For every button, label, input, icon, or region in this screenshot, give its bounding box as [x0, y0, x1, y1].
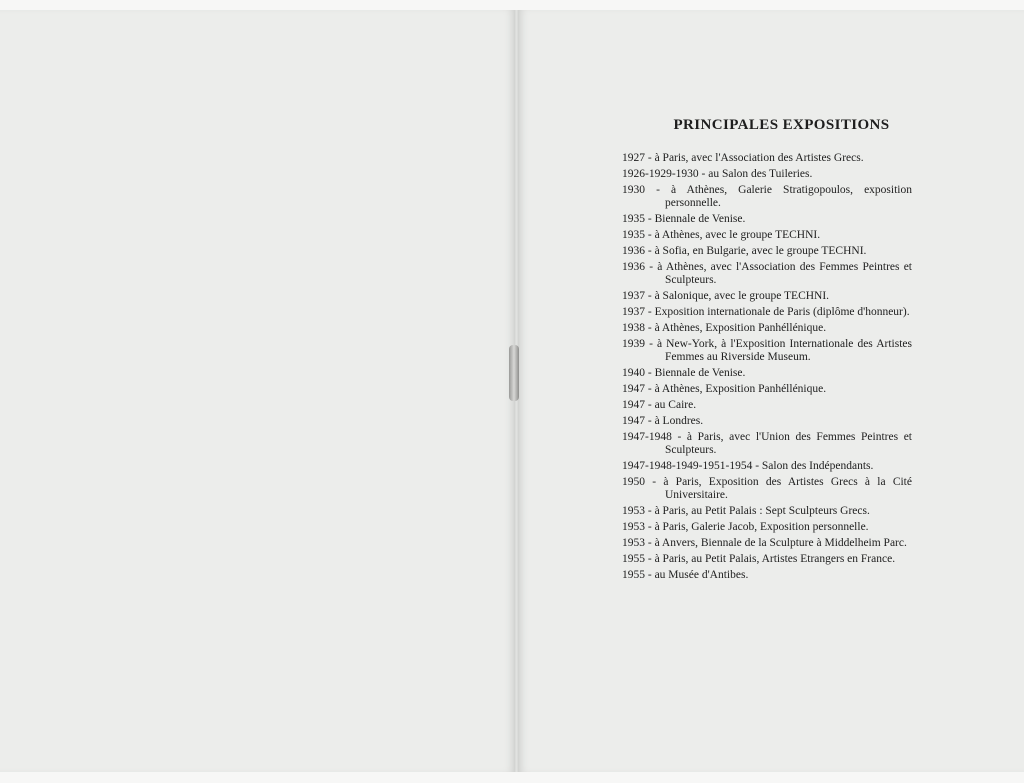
exhibition-entry: 1947-1948-1949-1951-1954 - Salon des Indépendants. — [622, 460, 874, 472]
exhibition-entry: 1939 - à New-York, à l'Exposition Internationale des Artistes Femmes au Riverside Museum. — [622, 338, 912, 363]
exhibition-entry: 1947 - à Londres. — [622, 415, 704, 427]
exhibition-entry: 1937 - à Salonique, avec le groupe TECHNI. — [622, 290, 830, 302]
page-title: PRINCIPALES EXPOSITIONS — [673, 117, 890, 133]
exhibition-entry: 1947 - au Caire. — [622, 399, 697, 411]
exhibition-entry: 1936 - à Sofia, en Bulgarie, avec le groupe TECHNI. — [622, 245, 867, 257]
exhibition-entry: 1950 - à Paris, Exposition des Artistes Grecs à la Cité Universitaire. — [622, 476, 912, 501]
exhibition-entry: 1953 - à Anvers, Biennale de la Sculpture à Middelheim Parc. — [622, 537, 907, 549]
exhibition-entry: 1938 - à Athènes, Exposition Panhéllénique. — [622, 322, 827, 334]
exhibition-entry: 1935 - Biennale de Venise. — [622, 213, 746, 225]
exhibition-entry: 1953 - à Paris, au Petit Palais : Sept Sculpteurs Grecs. — [622, 505, 870, 517]
exhibition-entry: 1947 - à Athènes, Exposition Panhéllénique. — [622, 383, 827, 395]
binding-staple — [509, 345, 519, 401]
left-page-blank — [0, 10, 514, 772]
exhibition-entry: 1927 - à Paris, avec l'Association des Artistes Grecs. — [622, 152, 864, 164]
exhibition-entry: 1936 - à Athènes, avec l'Association des Femmes Peintres et Sculpteurs. — [622, 261, 912, 286]
exhibition-entry: 1935 - à Athènes, avec le groupe TECHNI. — [622, 229, 821, 241]
exhibition-entry: 1955 - au Musée d'Antibes. — [622, 569, 749, 581]
exhibition-entry: 1937 - Exposition internationale de Paris (diplôme d'honneur). — [622, 306, 910, 318]
exhibition-entry: 1953 - à Paris, Galerie Jacob, Exposition personnelle. — [622, 521, 869, 533]
exhibition-entry: 1947-1948 - à Paris, avec l'Union des Femmes Peintres et Sculpteurs. — [622, 431, 912, 456]
exhibition-entry: 1930 - à Athènes, Galerie Stratigopoulos, exposition personnelle. — [622, 184, 912, 209]
exhibition-entry: 1940 - Biennale de Venise. — [622, 367, 746, 379]
exhibition-entry: 1955 - à Paris, au Petit Palais, Artistes Etrangers en France. — [622, 553, 896, 565]
exhibition-list — [622, 152, 912, 585]
exhibition-entry: 1926-1929-1930 - au Salon des Tuileries. — [622, 168, 813, 180]
